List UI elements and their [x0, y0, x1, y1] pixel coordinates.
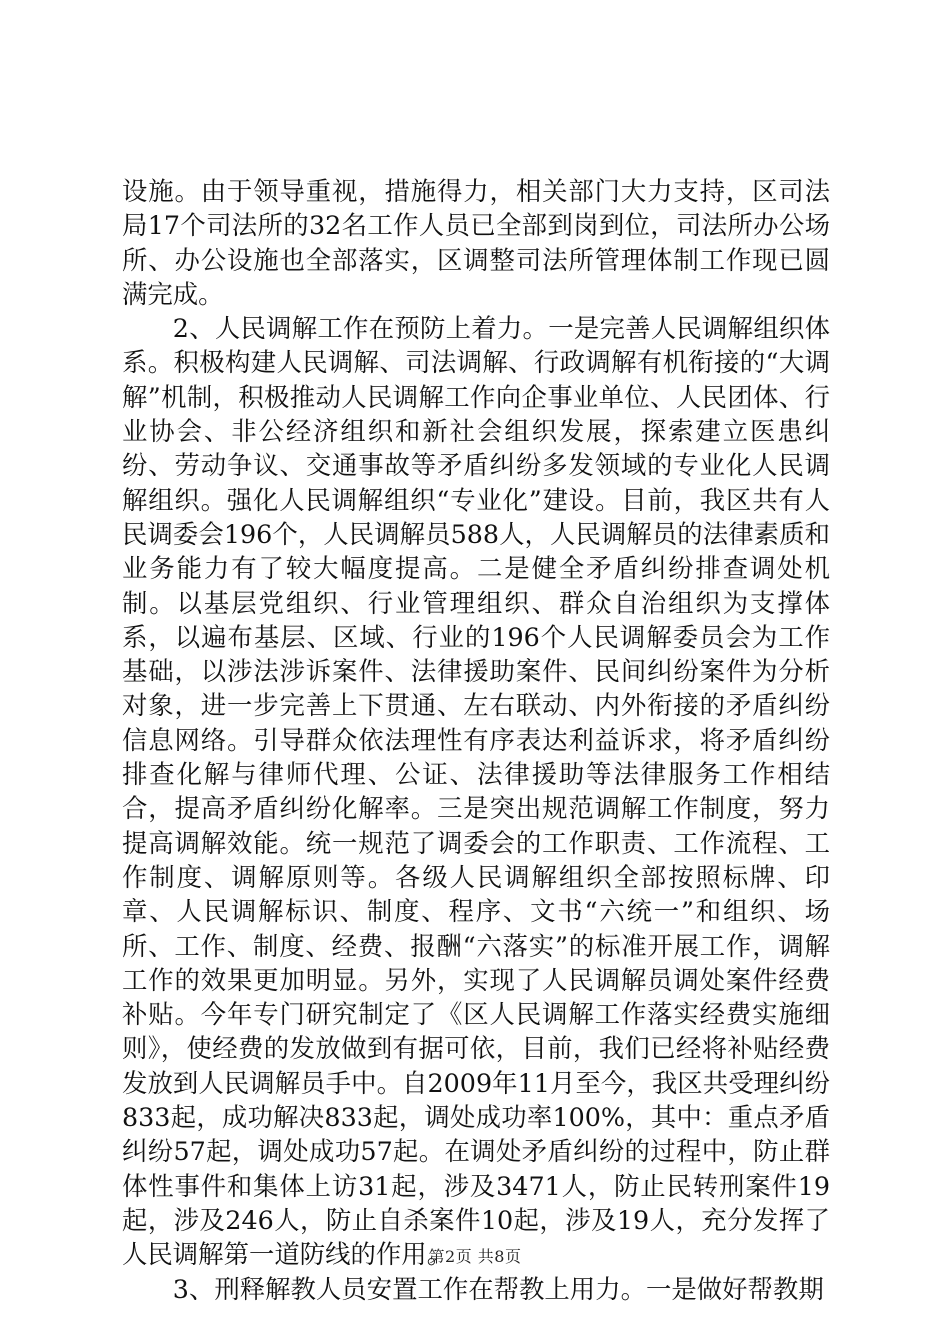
paragraph-continuation: 设施。由于领导重视，措施得力，相关部门大力支持，区司法局17个司法所的32名工作人员已全部到岗到位，司法所办公场所、办公设施也全部落实，区调整司法所管理体制工作现已圆满完成。	[122, 176, 830, 309]
paragraph-resettlement: 3、刑释解教人员安置工作在帮教上用力。一是做好帮教期	[172, 1273, 824, 1304]
document-body	[122, 174, 830, 1306]
page-footer: 第2页 共8页	[428, 1247, 522, 1266]
paragraph-mediation: 2、人民调解工作在预防上着力。一是完善人民调解组织体系。积极构建人民调解、司法调解、行政调解有机衔接的“大调解”机制，积极推动人民调解工作向企事业单位、人民团体、行业协会、非公经济组织和新社会组织发展，探索建立医患纠纷、劳动争议、交通事故等矛盾纠纷多发领域的专业化人民调解组织。强化人民调解组织“专业化”建设。目前，我区共有人民调委会196个，人民调解员588人，人民调解员的法律素质和业务能力有了较大幅度提高。二是健全矛盾纠纷排查调处机制。以基层党组织、行业管理组织、群众自治组织为支撑体系，以遍布基层、区域、行业的196个人民调解委员会为工作基础，以涉法涉诉案件、法律援助案件、民间纠纷案件为分析对象，进一步完善上下贯通、左右联动、内外衔接的矛盾纠纷信息网络。引导群众依法理性有序表达利益诉求，将矛盾纠纷排查化解与律师代理、公证、法律援助等法律服务工作相结合，提高矛盾纠纷化解率。三是突出规范调解工作制度，努力提高调解效能。统一规范了调委会的工作职责、工作流程、工作制度、调解原则等。各级人民调解组织全部按照标牌、印章、人民调解标识、制度、程序、文书“六统一”和组织、场所、工作、制度、经费、报酬“六落实”的标准开展工作，调解工作的效果更加明显。另外，实现了人民调解员调处案件经费补贴。今年专门研究制定了《区人民调解工作落实经费实施细则》，使经费的发放做到有据可依，目前，我们已经将补贴经费发放到人民调解员手中。自2009年11月至今，我区共受理纠纷833起，成功解决833起，调处成功率100%，其中：重点矛盾纠纷57起，调处成功57起。在调处矛盾纠纷的过程中，防止群体性事件和集体上访31起，涉及3471人，防止民转刑案件19起，涉及246人，防止自杀案件10起，涉及19人，充分发挥了人民调解第一道防线的作用。	[122, 313, 830, 1270]
